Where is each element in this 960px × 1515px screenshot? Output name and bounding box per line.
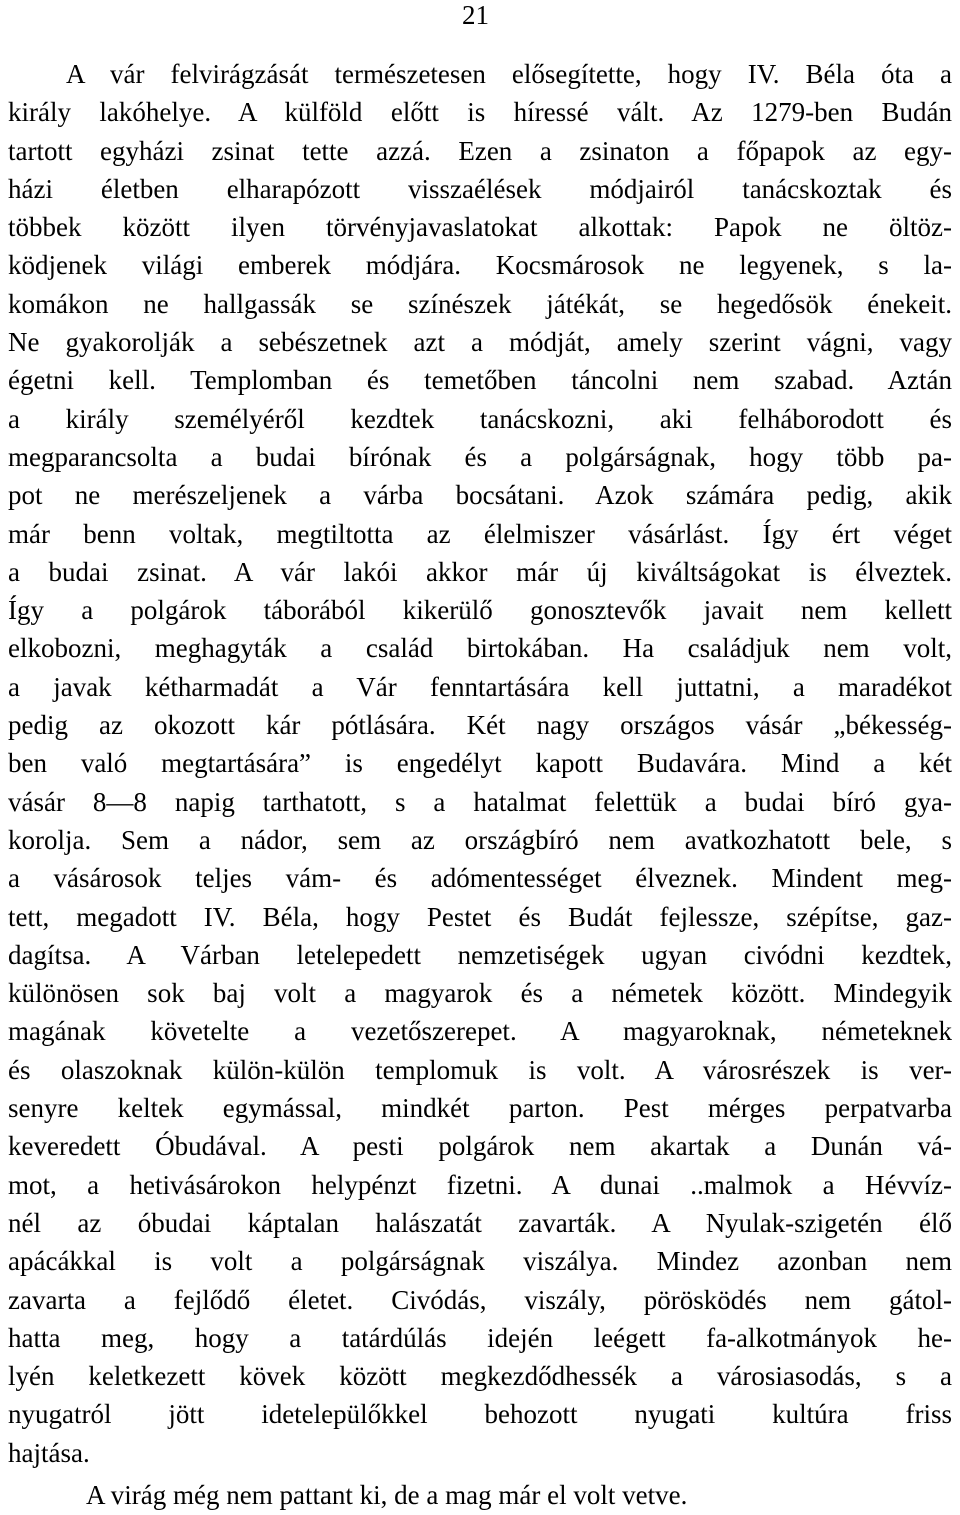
text-line: a budai zsinat. A vár lakói akkor már új kiváltságokat is élveztek. bbox=[8, 556, 952, 587]
text-line: tett, megadott IV. Béla, hogy Pestet és Budát fejlessze, szépítse, gaz- bbox=[8, 901, 952, 932]
text-line: a vásárosok teljes vám- és adómentességet élveznek. Mindent meg- bbox=[8, 863, 952, 894]
body-paragraph bbox=[8, 55, 952, 1472]
text-line: többek között ilyen törvényjavaslatokat alkottak: Papok ne öltöz- bbox=[8, 212, 952, 243]
text-line: apácákkal is volt a polgárságnak viszálya. Mindez azonban nem bbox=[8, 1246, 952, 1277]
text-line: égetni kell. Templomban és temetőben táncolni nem szabad. Aztán bbox=[8, 365, 952, 396]
text-line: mot, a hetivásárokon helypénzt fizetni. A dunai ..malmok a Hévvíz- bbox=[8, 1169, 952, 1200]
text-line: vásár 8—8 napig tarthatott, s a hatalmat felettük a budai bíró gya- bbox=[8, 786, 952, 817]
text-line: tartott egyházi zsinat tette azzá. Ezen a zsinaton a főpapok az egy- bbox=[8, 135, 952, 166]
text-line: és olaszoknak külön-külön templomuk is volt. A városrészek is ver- bbox=[8, 1054, 952, 1085]
text-line: A vár felvirágzását természetesen elősegítette, hogy IV. Béla óta a bbox=[66, 59, 952, 89]
text-line: nyugatról jött idetelepülőkkel behozott nyugati kultúra friss bbox=[8, 1399, 952, 1430]
text-line: lyén keletkezett kövek között megkezdődhessék a városiasodás, s a bbox=[8, 1361, 952, 1392]
text-line: megparancsolta a budai bírónak és a polgárságnak, hogy több pa- bbox=[8, 441, 952, 472]
text-line: különösen sok baj volt a magyarok és a németek között. Mindegyik bbox=[8, 978, 952, 1009]
text-line: hajtása. bbox=[8, 1437, 90, 1468]
text-line: keveredett Óbudával. A pesti polgárok nem akartak a Dunán vá- bbox=[8, 1131, 952, 1162]
text-line: komákon ne hallgassák se színészek játékát, se hegedősök énekeit. bbox=[8, 288, 952, 319]
text-line: ködjenek világi emberek módjára. Kocsmárosok ne legyenek, s la- bbox=[8, 250, 952, 281]
text-line: Ne gyakorolják a sebészetnek azt a módját, amely szerint vágni, vagy bbox=[8, 327, 952, 358]
text-line: nél az óbudai káptalan halászatát zavarták. A Nyulak-szigetén élő bbox=[8, 1207, 952, 1238]
text-line: pedig az okozott kár pótlására. Két nagy országos vásár „békesség- bbox=[8, 710, 952, 741]
text-line: magának követelte a vezetőszerepet. A magyaroknak, németeknek bbox=[8, 1016, 952, 1047]
closing-sentence: A virág még nem pattant ki, de a mag már el volt vetve. bbox=[86, 1480, 688, 1510]
text-line: király lakóhelye. A külföld előtt is híressé vált. Az 1279-ben Budán bbox=[8, 97, 952, 128]
text-line: ben való megtartására” is engedélyt kapott Budavára. Mind a két bbox=[8, 748, 952, 779]
text-line: senyre keltek egymással, mindkét parton. Pest mérges perpatvarba bbox=[8, 1093, 952, 1124]
text-line: hatta meg, hogy a tatárdúlás idején leégett fa-alkotmányok he- bbox=[8, 1322, 952, 1353]
page-number: 21 bbox=[462, 0, 489, 30]
text-line: a javak kétharmadát a Vár fenntartására kell juttatni, a maradékot bbox=[8, 671, 952, 702]
text-line: korolja. Sem a nádor, sem az országbíró nem avatkozhatott bele, s bbox=[8, 824, 952, 855]
text-line: Így a polgárok táborából kikerülő gonosztevők javait nem kellett bbox=[8, 595, 952, 626]
text-line: zavarta a fejlődő életet. Civódás, viszály, pörösködés nem gátol- bbox=[8, 1284, 952, 1315]
text-line: pot ne merészeljenek a várba bocsátani. Azok számára pedig, akik bbox=[8, 480, 952, 511]
text-line: dagítsa. A Várban letelepedett nemzetiségek ugyan civódni kezdtek, bbox=[8, 939, 952, 970]
text-line: elkobozni, meghagyták a család birtokában. Ha családjuk nem volt, bbox=[8, 633, 952, 664]
text-line: házi életben elharapózott visszaélések módjairól tanácskoztak és bbox=[8, 173, 952, 204]
text-line: már benn voltak, megtiltotta az élelmiszer vásárlást. Így ért véget bbox=[8, 518, 952, 549]
text-line: a király személyéről kezdtek tanácskozni, aki felháborodott és bbox=[8, 403, 952, 434]
